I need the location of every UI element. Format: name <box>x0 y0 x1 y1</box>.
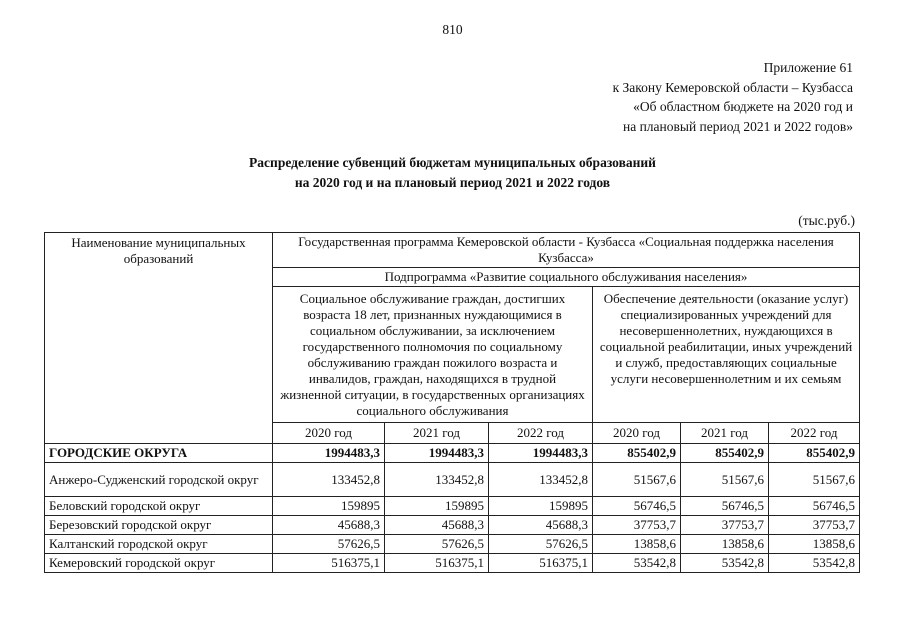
units-label: (тыс.руб.) <box>798 213 855 228</box>
table-cell: 45688,3 <box>273 516 385 535</box>
table-cell: 159895 <box>385 497 489 516</box>
row-name: Кемеровский городской округ <box>45 554 273 573</box>
year-header: 2021 год <box>385 423 489 444</box>
year-header: 2022 год <box>489 423 593 444</box>
document-title <box>0 153 905 193</box>
table-cell: 855402,9 <box>769 444 860 463</box>
table-cell: 53542,8 <box>681 554 769 573</box>
table-cell: 53542,8 <box>593 554 681 573</box>
table-cell: 57626,5 <box>489 535 593 554</box>
table-row <box>45 535 860 554</box>
table-row <box>45 463 860 497</box>
table-cell: 57626,5 <box>273 535 385 554</box>
appendix-line: Приложение 61 <box>763 60 853 75</box>
subprogram-header: Подпрограмма «Развитие социального обслуживания населения» <box>273 268 860 287</box>
table-cell: 855402,9 <box>681 444 769 463</box>
table-cell: 45688,3 <box>489 516 593 535</box>
table-cell: 133452,8 <box>385 463 489 497</box>
table-cell: 13858,6 <box>593 535 681 554</box>
table-cell: 1994483,3 <box>385 444 489 463</box>
row-name: Березовский городской округ <box>45 516 273 535</box>
appendix-line: на плановый период 2021 и 2022 годов» <box>622 118 853 134</box>
table-row <box>45 516 860 535</box>
group-header-minor-services: Обеспечение деятельности (оказание услуг) специализированных учреждений для несовершеннолетних, нуждающихся в социальной реабилитации, иных учреждений и служб, предоставляющих социальные услуги несовершеннолетним и их семьям <box>593 287 860 423</box>
table-cell: 56746,5 <box>769 497 860 516</box>
subvention-table <box>44 232 860 573</box>
year-header: 2020 год <box>273 423 385 444</box>
program-header: Государственная программа Кемеровской области - Кузбасса «Социальная поддержка населения Кузбасса» <box>273 233 860 268</box>
table-row <box>45 497 860 516</box>
table-cell: 56746,5 <box>681 497 769 516</box>
appendix-reference <box>493 58 853 136</box>
table-cell: 53542,8 <box>769 554 860 573</box>
table-row-total <box>45 444 860 463</box>
title-line-2: на 2020 год и на плановый период 2021 и 2022 годов <box>294 175 611 190</box>
row-name: ГОРОДСКИЕ ОКРУГА <box>45 444 273 463</box>
page-number: 810 <box>442 22 463 37</box>
table-cell: 516375,1 <box>489 554 593 573</box>
table-cell: 516375,1 <box>273 554 385 573</box>
table-cell: 1994483,3 <box>489 444 593 463</box>
title-line-1: Распределение субвенций бюджетам муниципальных образований <box>249 155 656 170</box>
table-cell: 133452,8 <box>273 463 385 497</box>
table-cell: 13858,6 <box>681 535 769 554</box>
table-cell: 51567,6 <box>769 463 860 497</box>
table-row <box>45 554 860 573</box>
table-cell: 37753,7 <box>593 516 681 535</box>
table-cell: 51567,6 <box>593 463 681 497</box>
year-header: 2020 год <box>593 423 681 444</box>
row-name: Беловский городской округ <box>45 497 273 516</box>
column-header-name: Наименование муниципальных образований <box>45 233 273 444</box>
appendix-line: к Закону Кемеровской области – Кузбасса <box>612 79 853 95</box>
table-cell: 56746,5 <box>593 497 681 516</box>
table-cell: 133452,8 <box>489 463 593 497</box>
table-cell: 37753,7 <box>769 516 860 535</box>
table-cell: 159895 <box>489 497 593 516</box>
year-header: 2022 год <box>769 423 860 444</box>
table-cell: 51567,6 <box>681 463 769 497</box>
table-cell: 159895 <box>273 497 385 516</box>
appendix-line: «Об областном бюджете на 2020 год и <box>633 99 853 114</box>
table-cell: 1994483,3 <box>273 444 385 463</box>
table-cell: 37753,7 <box>681 516 769 535</box>
table-cell: 45688,3 <box>385 516 489 535</box>
table-cell: 13858,6 <box>769 535 860 554</box>
table-cell: 57626,5 <box>385 535 489 554</box>
group-header-adult-services: Социальное обслуживание граждан, достигших возраста 18 лет, признанных нуждающимися в социальном обслуживании, за исключением государственного полномочия по социальному обслуживанию граждан пожилого возраста и инвалидов, граждан, находящихся в трудной жизненной ситуации, в государственных организациях социального обслуживания <box>273 287 593 423</box>
row-name: Калтанский городской округ <box>45 535 273 554</box>
year-header: 2021 год <box>681 423 769 444</box>
table-cell: 855402,9 <box>593 444 681 463</box>
table-cell: 516375,1 <box>385 554 489 573</box>
row-name: Анжеро-Судженский городской округ <box>45 463 273 497</box>
